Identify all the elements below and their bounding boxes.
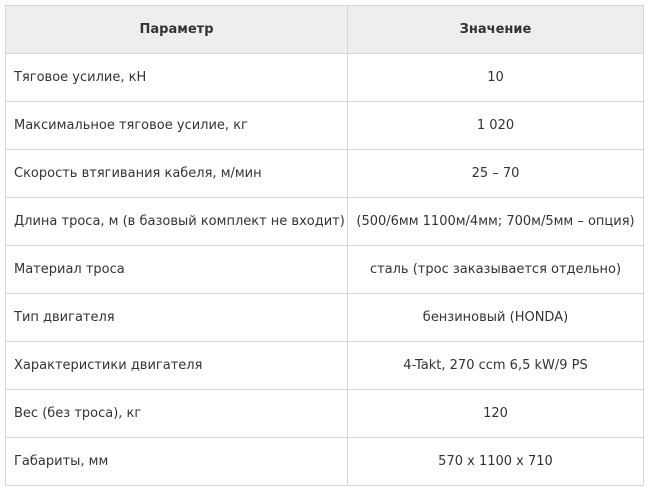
table-row — [6, 198, 644, 246]
value-cell: 4-Takt, 270 ccm 6,5 kW/9 PS — [348, 342, 644, 390]
param-cell: Материал троса — [6, 246, 348, 294]
param-cell: Тип двигателя — [6, 294, 348, 342]
value-cell: 25 – 70 — [348, 150, 644, 198]
table-row — [6, 294, 644, 342]
value-cell: 120 — [348, 390, 644, 438]
table-row — [6, 246, 644, 294]
param-cell: Габариты, мм — [6, 438, 348, 486]
header-param: Параметр — [6, 6, 348, 54]
table-row — [6, 150, 644, 198]
param-cell: Тяговое усилие, кН — [6, 54, 348, 102]
value-cell: бензиновый (HONDA) — [348, 294, 644, 342]
param-cell: Вес (без троса), кг — [6, 390, 348, 438]
table-row — [6, 438, 644, 486]
spec-table-container — [5, 5, 643, 486]
param-cell: Характеристики двигателя — [6, 342, 348, 390]
value-cell: 10 — [348, 54, 644, 102]
param-cell: Длина троса, м (в базовый комплект не входит) — [6, 198, 348, 246]
table-row — [6, 102, 644, 150]
param-cell: Скорость втягивания кабеля, м/мин — [6, 150, 348, 198]
value-cell: 570 x 1100 x 710 — [348, 438, 644, 486]
table-row — [6, 342, 644, 390]
table-row — [6, 390, 644, 438]
header-value: Значение — [348, 6, 644, 54]
value-cell: сталь (трос заказывается отдельно) — [348, 246, 644, 294]
param-cell: Максимальное тяговое усилие, кг — [6, 102, 348, 150]
spec-table — [5, 5, 644, 486]
table-header-row — [6, 6, 644, 54]
table-row — [6, 54, 644, 102]
value-cell: (500/6мм 1100м/4мм; 700м/5мм – опция) — [348, 198, 644, 246]
value-cell: 1 020 — [348, 102, 644, 150]
